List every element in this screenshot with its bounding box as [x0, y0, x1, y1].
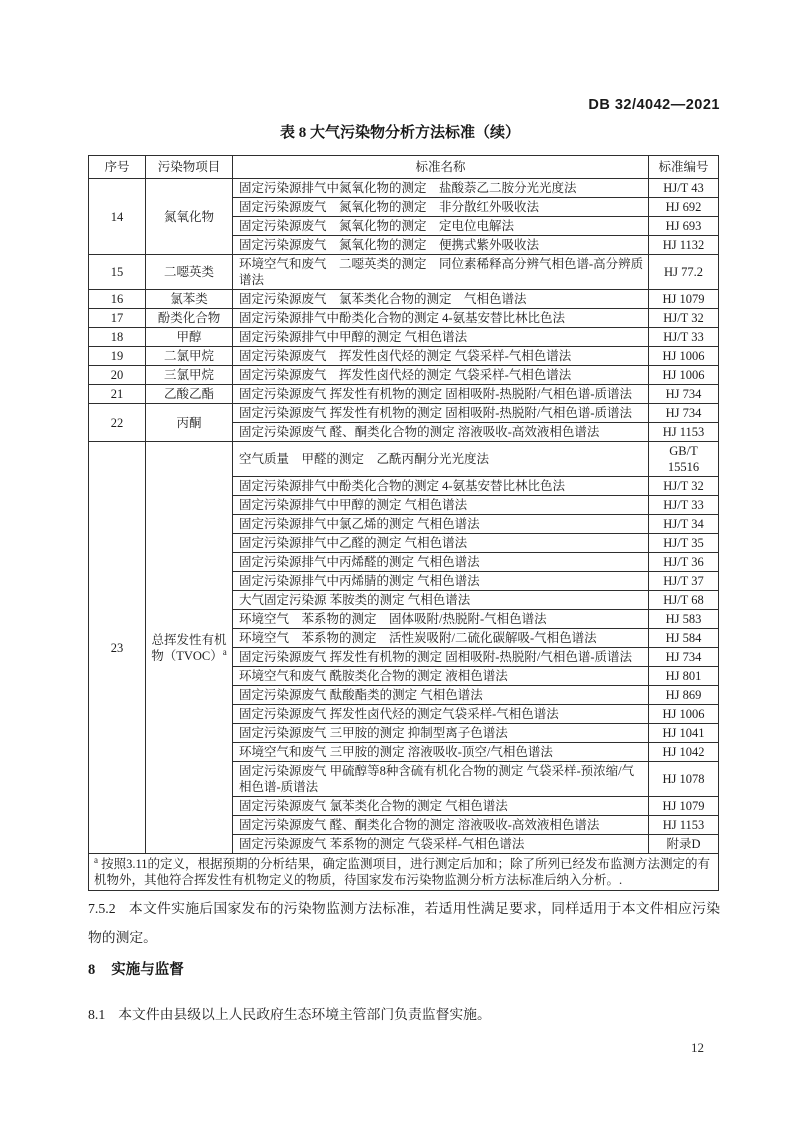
cell-pollutant-item: 二噁英类: [146, 255, 233, 290]
cell-standard-code: HJ/T 33: [649, 496, 719, 515]
cell-standard-name: 固定污染源废气 氮氧化物的测定 便携式紫外吸收法: [233, 236, 649, 255]
cell-standard-code: HJ/T 33: [649, 328, 719, 347]
cell-serial-number: 22: [89, 404, 146, 442]
cell-standard-name: 环境空气和废气 酰胺类化合物的测定 液相色谱法: [233, 667, 649, 686]
table-row: [89, 179, 719, 198]
cell-standard-name: 固定污染源排气中乙醛的测定 气相色谱法: [233, 534, 649, 553]
cell-standard-name: 固定污染源废气 醛、酮类化合物的测定 溶液吸收-高效液相色谱法: [233, 423, 649, 442]
section-8-title: 实施与监督: [111, 962, 184, 978]
cell-standard-code: 附录D: [649, 835, 719, 854]
cell-serial-number: 14: [89, 179, 146, 255]
analysis-methods-table: [88, 155, 719, 891]
clause-7-5-2-text: 本文件实施后国家发布的污染物监测方法标准，若适用性满足要求，同样适用于本文件相应污染物的测定。: [88, 901, 720, 945]
cell-standard-name: 固定污染源废气 氯苯类化合物的测定 气相色谱法: [233, 290, 649, 309]
cell-standard-name: 固定污染源排气中氮氧化物的测定 盐酸萘乙二胺分光光度法: [233, 179, 649, 198]
cell-standard-code: HJ/T 68: [649, 591, 719, 610]
col-header-standard-code: 标准编号: [649, 156, 719, 179]
cell-pollutant-item: 总挥发性有机物（TVOC）$^a$: [146, 442, 233, 854]
cell-standard-name: 固定污染源排气中丙烯腈的测定 气相色谱法: [233, 572, 649, 591]
cell-standard-code: HJ 734: [649, 404, 719, 423]
cell-standard-name: 固定污染源废气 氮氧化物的测定 非分散红外吸收法: [233, 198, 649, 217]
cell-standard-code: HJ/T 37: [649, 572, 719, 591]
cell-standard-name: 大气固定污染源 苯胺类的测定 气相色谱法: [233, 591, 649, 610]
cell-serial-number: 20: [89, 366, 146, 385]
table-row: [89, 404, 719, 423]
table-row: [89, 385, 719, 404]
standard-code-header: DB 32/4042—2021: [588, 97, 720, 113]
cell-standard-name: 环境空气 苯系物的测定 活性炭吸附/二硫化碳解吸-气相色谱法: [233, 629, 649, 648]
cell-standard-name: 固定污染源排气中甲醇的测定 气相色谱法: [233, 328, 649, 347]
clause-7-5-2: [88, 894, 720, 952]
cell-standard-name: 固定污染源排气中丙烯醛的测定 气相色谱法: [233, 553, 649, 572]
cell-standard-code: HJ 693: [649, 217, 719, 236]
table-row: [89, 442, 719, 477]
cell-standard-code: HJ 1153: [649, 423, 719, 442]
cell-standard-code: HJ 1006: [649, 366, 719, 385]
cell-standard-code: HJ 584: [649, 629, 719, 648]
table-row: [89, 366, 719, 385]
cell-standard-name: 固定污染源废气 苯系物的测定 气袋采样-气相色谱法: [233, 835, 649, 854]
cell-standard-code: HJ 1079: [649, 290, 719, 309]
cell-standard-code: HJ 583: [649, 610, 719, 629]
cell-standard-code: HJ/T 43: [649, 179, 719, 198]
cell-standard-code: HJ 692: [649, 198, 719, 217]
cell-standard-code: HJ 734: [649, 385, 719, 404]
cell-standard-code: HJ/T 34: [649, 515, 719, 534]
cell-standard-name: 固定污染源排气中甲醇的测定 气相色谱法: [233, 496, 649, 515]
cell-standard-name: 固定污染源废气 甲硫醇等8种含硫有机化合物的测定 气袋采样-预浓缩/气相色谱-质谱法: [233, 762, 649, 797]
table-header-row: [89, 156, 719, 179]
cell-standard-name: 固定污染源废气 氯苯类化合物的测定 气相色谱法: [233, 797, 649, 816]
cell-standard-name: 固定污染源废气 挥发性卤代烃的测定气袋采样-气相色谱法: [233, 705, 649, 724]
cell-standard-code: GB/T 15516: [649, 442, 719, 477]
cell-serial-number: 18: [89, 328, 146, 347]
table-title: 表 8 大气污染物分析方法标准（续）: [279, 125, 520, 141]
cell-serial-number: 19: [89, 347, 146, 366]
cell-standard-code: HJ 734: [649, 648, 719, 667]
cell-standard-code: HJ 1041: [649, 724, 719, 743]
cell-standard-code: HJ 1078: [649, 762, 719, 797]
cell-standard-name: 空气质量 甲醛的测定 乙酰丙酮分光光度法: [233, 442, 649, 477]
cell-serial-number: 17: [89, 309, 146, 328]
table-row: [89, 347, 719, 366]
cell-serial-number: 23: [89, 442, 146, 854]
cell-serial-number: 16: [89, 290, 146, 309]
col-header-pollutant-item: 污染物项目: [146, 156, 233, 179]
cell-standard-code: HJ/T 35: [649, 534, 719, 553]
cell-standard-name: 环境空气和废气 二噁英类的测定 同位素稀释高分辨气相色谱-高分辨质谱法: [233, 255, 649, 290]
clause-7-5-2-number: 7.5.2: [88, 901, 116, 916]
section-8-heading: [88, 958, 184, 979]
cell-standard-code: HJ 1006: [649, 347, 719, 366]
cell-standard-name: 固定污染源废气 三甲胺的测定 抑制型离子色谱法: [233, 724, 649, 743]
analysis-table-body: [89, 179, 719, 891]
cell-standard-name: 固定污染源废气 挥发性有机物的测定 固相吸附-热脱附/气相色谱-质谱法: [233, 648, 649, 667]
cell-pollutant-item: 氯苯类: [146, 290, 233, 309]
clause-8-1-number: 8.1: [88, 1007, 106, 1022]
footnote-marker: a: [94, 854, 98, 865]
cell-standard-code: HJ 1079: [649, 797, 719, 816]
cell-standard-code: HJ 801: [649, 667, 719, 686]
table-row: [89, 309, 719, 328]
cell-pollutant-item: 酚类化合物: [146, 309, 233, 328]
col-header-standard-name: 标准名称: [233, 156, 649, 179]
table-footnote-row: [89, 854, 719, 891]
table-row: [89, 328, 719, 347]
cell-serial-number: 21: [89, 385, 146, 404]
cell-pollutant-item: 甲醇: [146, 328, 233, 347]
cell-standard-code: HJ/T 32: [649, 477, 719, 496]
cell-standard-name: 固定污染源废气 醛、酮类化合物的测定 溶液吸收-高效液相色谱法: [233, 816, 649, 835]
footnote-marker: a: [222, 646, 227, 657]
cell-standard-code: HJ 77.2: [649, 255, 719, 290]
table-row: [89, 290, 719, 309]
cell-standard-code: HJ 1006: [649, 705, 719, 724]
cell-standard-name: 固定污染源废气 酞酸酯类的测定 气相色谱法: [233, 686, 649, 705]
cell-standard-name: 环境空气和废气 三甲胺的测定 溶液吸收-顶空/气相色谱法: [233, 743, 649, 762]
cell-serial-number: 15: [89, 255, 146, 290]
cell-standard-name: 固定污染源废气 挥发性卤代烃的测定 气袋采样-气相色谱法: [233, 366, 649, 385]
cell-standard-code: HJ/T 32: [649, 309, 719, 328]
cell-pollutant-item: 丙酮: [146, 404, 233, 442]
cell-standard-name: 固定污染源排气中酚类化合物的测定 4-氨基安替比林比色法: [233, 309, 649, 328]
cell-pollutant-item: 二氯甲烷: [146, 347, 233, 366]
cell-standard-code: HJ 1042: [649, 743, 719, 762]
cell-standard-code: HJ 1132: [649, 236, 719, 255]
col-header-serial-number: 序号: [89, 156, 146, 179]
cell-standard-name: 固定污染源废气 挥发性有机物的测定 固相吸附-热脱附/气相色谱-质谱法: [233, 385, 649, 404]
cell-pollutant-item: 乙酸乙酯: [146, 385, 233, 404]
table-row: [89, 255, 719, 290]
cell-standard-name: 固定污染源废气 氮氧化物的测定 定电位电解法: [233, 217, 649, 236]
table-footnote: $^a$ 按照3.11的定义，根据预期的分析结果，确定监测项目，进行测定后加和；除了所列已经发布监测方法测定的有机物外，其他符合挥发性有机物定义的物质，待国家发布污染物监测分析方法标准后纳入分析。.: [89, 854, 719, 891]
cell-standard-name: 固定污染源废气 挥发性有机物的测定 固相吸附-热脱附/气相色谱-质谱法: [233, 404, 649, 423]
cell-standard-name: 固定污染源排气中氯乙烯的测定 气相色谱法: [233, 515, 649, 534]
cell-standard-name: 环境空气 苯系物的测定 固体吸附/热脱附-气相色谱法: [233, 610, 649, 629]
cell-standard-code: HJ 869: [649, 686, 719, 705]
clause-8-1-text: 本文件由县级以上人民政府生态环境主管部门负责监督实施。: [118, 1007, 491, 1022]
page-number: 12: [691, 1040, 704, 1055]
cell-standard-name: 固定污染源废气 挥发性卤代烃的测定 气袋采样-气相色谱法: [233, 347, 649, 366]
cell-standard-code: HJ/T 36: [649, 553, 719, 572]
cell-standard-code: HJ 1153: [649, 816, 719, 835]
cell-standard-name: 固定污染源排气中酚类化合物的测定 4-氨基安替比林比色法: [233, 477, 649, 496]
clause-8-1: [88, 1000, 720, 1029]
cell-pollutant-item: 氮氧化物: [146, 179, 233, 255]
cell-pollutant-item: 三氯甲烷: [146, 366, 233, 385]
section-8-number: 8: [88, 962, 96, 978]
